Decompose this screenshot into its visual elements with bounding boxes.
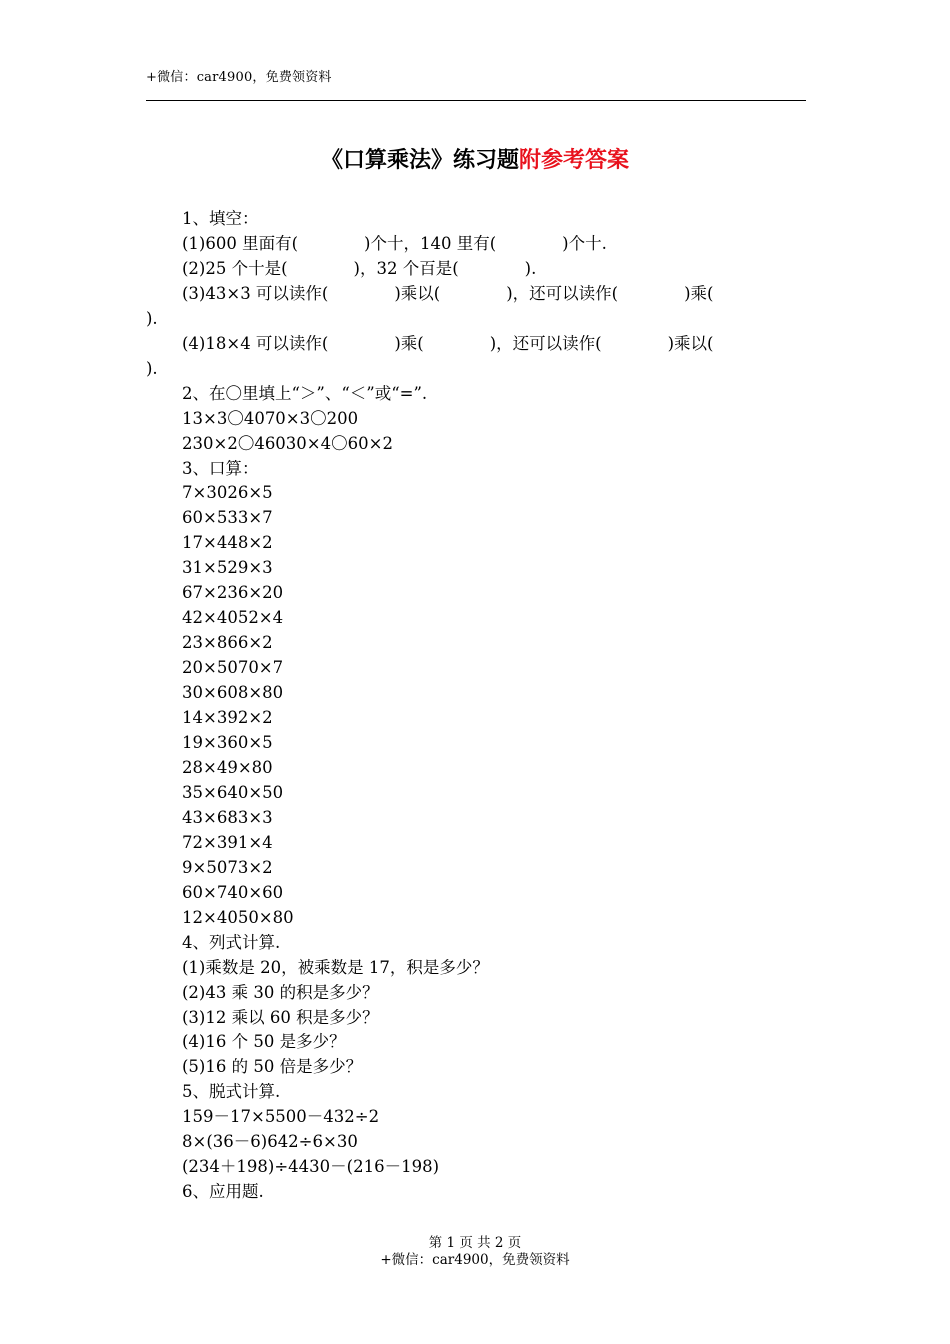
step-calc-line: 8×(36－6)642÷6×30 xyxy=(182,1132,358,1152)
document-body xyxy=(146,207,806,1205)
mental-math-line: 9×5073×2 xyxy=(182,857,273,877)
question-line-continuation: ). xyxy=(146,358,158,378)
mental-math-line: 19×360×5 xyxy=(182,733,273,753)
mental-math-line: 60×740×60 xyxy=(182,882,284,902)
mental-math-line: 17×448×2 xyxy=(182,533,273,553)
question-line: (4)18×4 可以读作( )乘( )，还可以读作( )乘以( xyxy=(182,333,714,353)
question-line-continuation: ). xyxy=(146,308,158,328)
equation-question: (2)43 乘 30 的积是多少？ xyxy=(182,982,379,1002)
step-calc-line: (234＋198)÷4430－(216－198) xyxy=(182,1157,440,1177)
question-line: (2)25 个十是( )，32 个百是( ). xyxy=(182,258,537,278)
equation-question: (1)乘数是 20，被乘数是 17，积是多少？ xyxy=(182,957,489,977)
mental-math-line: 20×5070×7 xyxy=(182,658,284,678)
question-line: (3)43×3 可以读作( )乘以( )，还可以读作( )乘( xyxy=(182,283,714,303)
mental-math-line: 67×236×20 xyxy=(182,583,284,603)
mental-math-line: 31×529×3 xyxy=(182,558,273,578)
compare-line: 230×2〇46030×4〇60×2 xyxy=(182,433,393,453)
equation-question: (5)16 的 50 倍是多少？ xyxy=(182,1057,363,1077)
title-main: 《口算乘法》练习题 xyxy=(320,148,519,173)
mental-math-line: 30×608×80 xyxy=(182,683,284,703)
mental-math-line: 12×4050×80 xyxy=(182,907,294,927)
mental-math-line: 60×533×7 xyxy=(182,508,273,528)
step-calc-line: 159－17×5500－432÷2 xyxy=(182,1107,380,1127)
question-line: (1)600 里面有( )个十，140 里有( )个十. xyxy=(182,233,607,253)
mental-math-line: 23×866×2 xyxy=(182,633,273,653)
title-highlight: 附参考答案 xyxy=(519,148,630,173)
footer-page-number: 第 1 页 共 2 页 xyxy=(428,1235,522,1251)
section-heading-fill-blank: 1、填空： xyxy=(182,209,259,228)
equation-question: (3)12 乘以 60 积是多少？ xyxy=(182,1007,379,1027)
mental-math-line: 14×392×2 xyxy=(182,708,273,728)
mental-math-line: 43×683×3 xyxy=(182,807,273,827)
mental-math-line: 42×4052×4 xyxy=(182,608,284,628)
mental-math-line: 28×49×80 xyxy=(182,757,273,777)
section-heading-equation: 4、列式计算. xyxy=(182,932,281,952)
section-heading-compare: 2、在〇里填上“＞”、“＜”或“=”. xyxy=(182,383,428,403)
section-heading-step-calc: 5、脱式计算. xyxy=(182,1082,281,1102)
section-heading-word-problems: 6、应用题. xyxy=(182,1182,264,1202)
section-heading-mental-math: 3、口算： xyxy=(182,458,259,478)
mental-math-line: 35×640×50 xyxy=(182,782,284,802)
equation-question: (4)16 个 50 是多少？ xyxy=(182,1032,346,1052)
footer-note: +微信：car4900，免费领资料 xyxy=(380,1252,570,1268)
page-title xyxy=(0,143,950,174)
mental-math-line: 7×3026×5 xyxy=(182,483,273,503)
mental-math-line: 72×391×4 xyxy=(182,832,273,852)
header-divider xyxy=(146,100,806,101)
header-note: +微信：car4900，免费领资料 xyxy=(146,70,332,85)
compare-line: 13×3〇4070×3〇200 xyxy=(182,408,359,428)
